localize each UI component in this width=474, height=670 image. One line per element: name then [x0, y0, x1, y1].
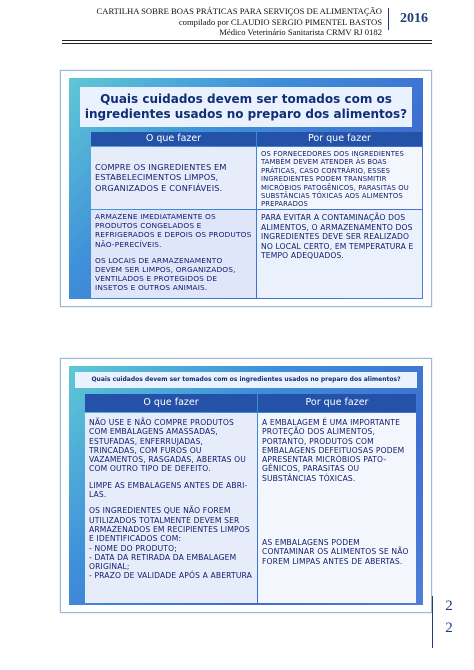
slide-2-why-spacer — [262, 490, 412, 538]
slide-1-row-1-what: COMPRE OS INGREDIENTES EM ESTABELECIMENTOS LIMPOS, ORGANIZADOS E CONFIÁVEIS. — [91, 147, 256, 209]
slide-2-what — [85, 413, 257, 603]
page-number-digit-2: 2 — [445, 620, 453, 636]
header-line-author: compilado por CLAUDIO SERGIO PIMENTEL BASTOS — [178, 16, 382, 27]
header-line-credential: Médico Veterinário Sanitarista CRMV RJ 0182 — [219, 27, 382, 38]
slide-2-panel — [69, 366, 423, 605]
slide-2-what-packaging: NÃO USE E NÃO COMPRE PRODUTOS COM EMBALAGENS AMASSADAS, ESTUFADAS, ENFERRUJADAS, TRINCADAS, COM FUROS OU VAZAMENTOS, RASGADAS, ABERTAS OU COM OUTRO TIPO DE DEFEITO. — [89, 418, 246, 474]
slide-1-row-2-why: PARA EVITAR A CONTAMINAÇÃO DOS ALIMENTOS, O ARMAZENAMENTO DOS INGREDIENTES DEVE SER REALIZADO NO LOCAL CERTO, EM TEMPERATURA E TEMPO ADEQUADOS. — [257, 210, 422, 298]
slide-2-why — [258, 413, 416, 603]
slide-2-what-clean: LIMPE AS EMBALAGENS ANTES DE ABRI-LAS. — [89, 480, 248, 500]
header-line-title: CARTILHA SOBRE BOAS PRÁTICAS PARA SERVIÇOS DE ALIMENTAÇÃO — [96, 6, 382, 16]
slide-2-what-storage: OS INGREDIENTES QUE NÃO FOREM UTILIZADOS TOTALMENTE DEVEM SER ARMAZENADOS EM RECIPIENTES LIMPOS E IDENTIFICADOS COM: — [89, 506, 250, 544]
header-rule-bottom — [62, 43, 432, 44]
slide-1-row-2-what-location: OS LOCAIS DE ARMAZENAMENTO DEVEM SER LIMPOS, ORGANIZADOS, VENTILADOS E PROTEGIDOS DE INSETOS E OUTROS ANIMAIS. — [95, 255, 236, 293]
slide-1-row-1-why: OS FORNECEDORES DOS INGREDIENTES TAMBÉM DEVEM ATENDER ÀS BOAS PRÁTICAS, CASO CONTRÁRIO, ESSES INGREDIENTES PODEM TRANSMITIR MICRÓBIOS PATOGÊNICOS, PARASITAS OU SUBSTÂNCIAS TÓXICAS AOS ALIMENTOS PREPARADOS — [257, 147, 422, 209]
slide-2-why-clean: AS EMBALAGENS PODEM CONTAMINAR OS ALIMENTOS SE NÃO FOREM LIMPAS ANTES DE ABERTAS. — [262, 538, 409, 566]
slide-2-what-item-name: - NOME DO PRODUTO; — [89, 543, 177, 553]
slide-2 — [60, 358, 432, 613]
slide-2-header-what: O que fazer — [85, 394, 257, 412]
header-rule-top — [62, 40, 432, 41]
slide-2-title: Quais cuidados devem ser tomados com os ingredientes usados no preparo dos alimentos? — [75, 372, 417, 388]
slide-1-title: Quais cuidados devem ser tomados com os ingredientes usados no preparo dos alimentos? — [80, 87, 412, 127]
slide-2-what-item-date: - DATA DA RETIRADA DA EMBALAGEM ORIGINAL; — [89, 552, 237, 572]
slide-1-panel — [69, 78, 423, 299]
slide-1-header-what: O que fazer — [91, 132, 256, 146]
slide-1-header-why: Por que fazer — [257, 132, 422, 146]
document-header — [62, 6, 382, 38]
slide-1-row-2-what — [91, 210, 256, 298]
slide-1 — [60, 70, 432, 307]
page-number-digit-1: 2 — [445, 598, 453, 614]
slide-2-header-why: Por que fazer — [258, 394, 416, 412]
header-year: 2016 — [388, 8, 435, 30]
slide-1-row-2-what-storage: ARMAZENE IMEDIATAMENTE OS PRODUTOS CONGELADOS E REFRIGERADOS E DEPOIS OS PRODUTOS NÃO-PERECÍVEIS. — [95, 212, 252, 249]
slide-2-why-packaging: A EMBALAGEM É UMA IMPORTANTE PROTEÇÃO DOS ALIMENTOS, PORTANTO, PRODUTOS COM EMBALAGENS DEFEITUOSAS PODEM APRESENTAR MICRÓBIOS PATO-GÊNICOS, PARASITAS OU SUBSTÂNCIAS TÓXICAS. — [262, 418, 405, 483]
slide-2-what-item-validity: - PRAZO DE VALIDADE APÓS A ABERTURA — [89, 571, 253, 581]
